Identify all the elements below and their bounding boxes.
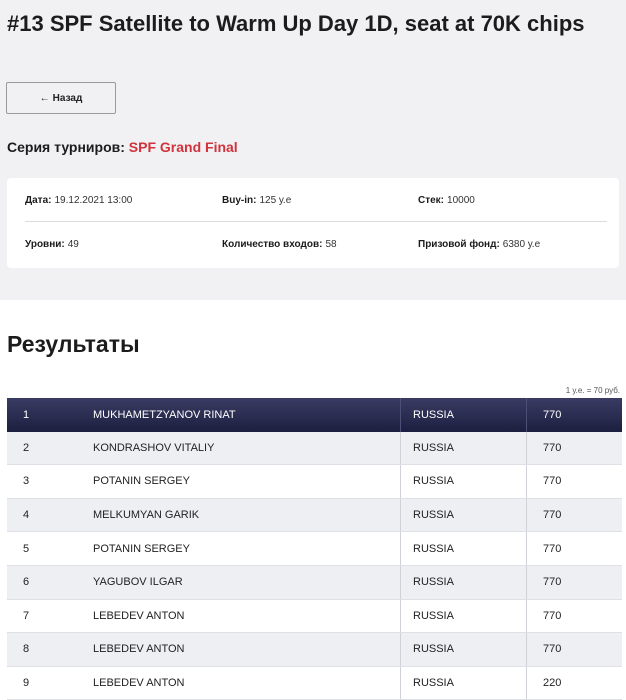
info-prize-pool xyxy=(418,222,540,266)
position-cell: 1 xyxy=(23,408,30,421)
back-button-label: Назад xyxy=(52,92,83,104)
results-table xyxy=(7,398,622,700)
player-name-cell: YAGUBOV ILGAR xyxy=(93,576,183,589)
position-cell: 9 xyxy=(23,677,30,690)
info-entries xyxy=(222,222,337,266)
table-row xyxy=(7,499,622,533)
table-row xyxy=(7,633,622,667)
info-row xyxy=(25,222,607,266)
info-buyin xyxy=(222,178,291,222)
series-label: Серия турниров: xyxy=(7,139,125,155)
info-row xyxy=(25,178,607,222)
position-cell: 3 xyxy=(23,475,30,488)
tournament-header-section xyxy=(0,0,626,300)
info-value: 58 xyxy=(325,238,337,250)
country-cell: RUSSIA xyxy=(400,633,527,666)
info-value: 19.12.2021 13:00 xyxy=(54,194,133,206)
info-label: Количество входов: xyxy=(222,238,323,250)
info-value: 125 у.е xyxy=(259,194,292,206)
back-button[interactable] xyxy=(6,82,116,114)
tournament-info-card xyxy=(7,178,619,268)
info-label: Дата: xyxy=(25,194,52,206)
page-title: #13 SPF Satellite to Warm Up Day 1D, seat at 70K chips xyxy=(7,11,585,36)
player-name-cell: LEBEDEV ANTON xyxy=(93,643,185,656)
country-cell: RUSSIA xyxy=(400,532,527,565)
info-value: 49 xyxy=(67,238,79,250)
points-cell: 770 xyxy=(543,542,562,555)
position-cell: 5 xyxy=(23,542,30,555)
points-cell: 220 xyxy=(543,677,562,690)
table-row xyxy=(7,532,622,566)
country-cell: RUSSIA xyxy=(400,465,527,498)
results-title: Результаты xyxy=(7,331,140,357)
position-cell: 2 xyxy=(23,441,30,454)
points-cell: 770 xyxy=(543,408,562,421)
info-label: Призовой фонд: xyxy=(418,238,500,250)
country-cell: RUSSIA xyxy=(400,667,527,700)
country-cell: RUSSIA xyxy=(400,600,527,633)
tournament-series xyxy=(7,139,238,155)
player-name-cell: MUKHAMETZYANOV RINAT xyxy=(93,408,236,421)
info-stack xyxy=(418,178,475,222)
points-cell: 770 xyxy=(543,643,562,656)
player-name-cell: POTANIN SERGEY xyxy=(93,475,190,488)
points-cell: 770 xyxy=(543,609,562,622)
position-cell: 8 xyxy=(23,643,30,656)
position-cell: 4 xyxy=(23,509,30,522)
info-label: Buy-in: xyxy=(222,194,257,206)
table-row xyxy=(7,667,622,700)
country-cell: RUSSIA xyxy=(400,566,527,599)
info-levels xyxy=(25,222,79,266)
table-row xyxy=(7,600,622,634)
country-cell: RUSSIA xyxy=(400,398,527,432)
info-value: 10000 xyxy=(447,194,475,206)
points-cell: 770 xyxy=(543,441,562,454)
points-cell: 770 xyxy=(543,576,562,589)
table-row xyxy=(7,566,622,600)
player-name-cell: LEBEDEV ANTON xyxy=(93,677,185,690)
country-cell: RUSSIA xyxy=(400,499,527,532)
table-row xyxy=(7,398,622,432)
table-row xyxy=(7,432,622,466)
arrow-left-icon: ← xyxy=(39,92,50,104)
player-name-cell: LEBEDEV ANTON xyxy=(93,609,185,622)
info-value: 6380 у.е xyxy=(502,238,541,250)
player-name-cell: MELKUMYAN GARIK xyxy=(93,509,200,522)
country-cell: RUSSIA xyxy=(400,432,527,465)
info-date xyxy=(25,178,132,222)
series-link[interactable]: SPF Grand Final xyxy=(128,139,238,155)
position-cell: 6 xyxy=(23,576,30,589)
player-name-cell: POTANIN SERGEY xyxy=(93,542,190,555)
points-cell: 770 xyxy=(543,475,562,488)
info-label: Уровни: xyxy=(25,238,65,250)
table-row xyxy=(7,465,622,499)
info-label: Стек: xyxy=(418,194,445,206)
points-cell: 770 xyxy=(543,509,562,522)
player-name-cell: KONDRASHOV VITALIY xyxy=(93,441,215,454)
position-cell: 7 xyxy=(23,609,30,622)
currency-rate-note: 1 у.е. = 70 руб. xyxy=(565,386,620,395)
